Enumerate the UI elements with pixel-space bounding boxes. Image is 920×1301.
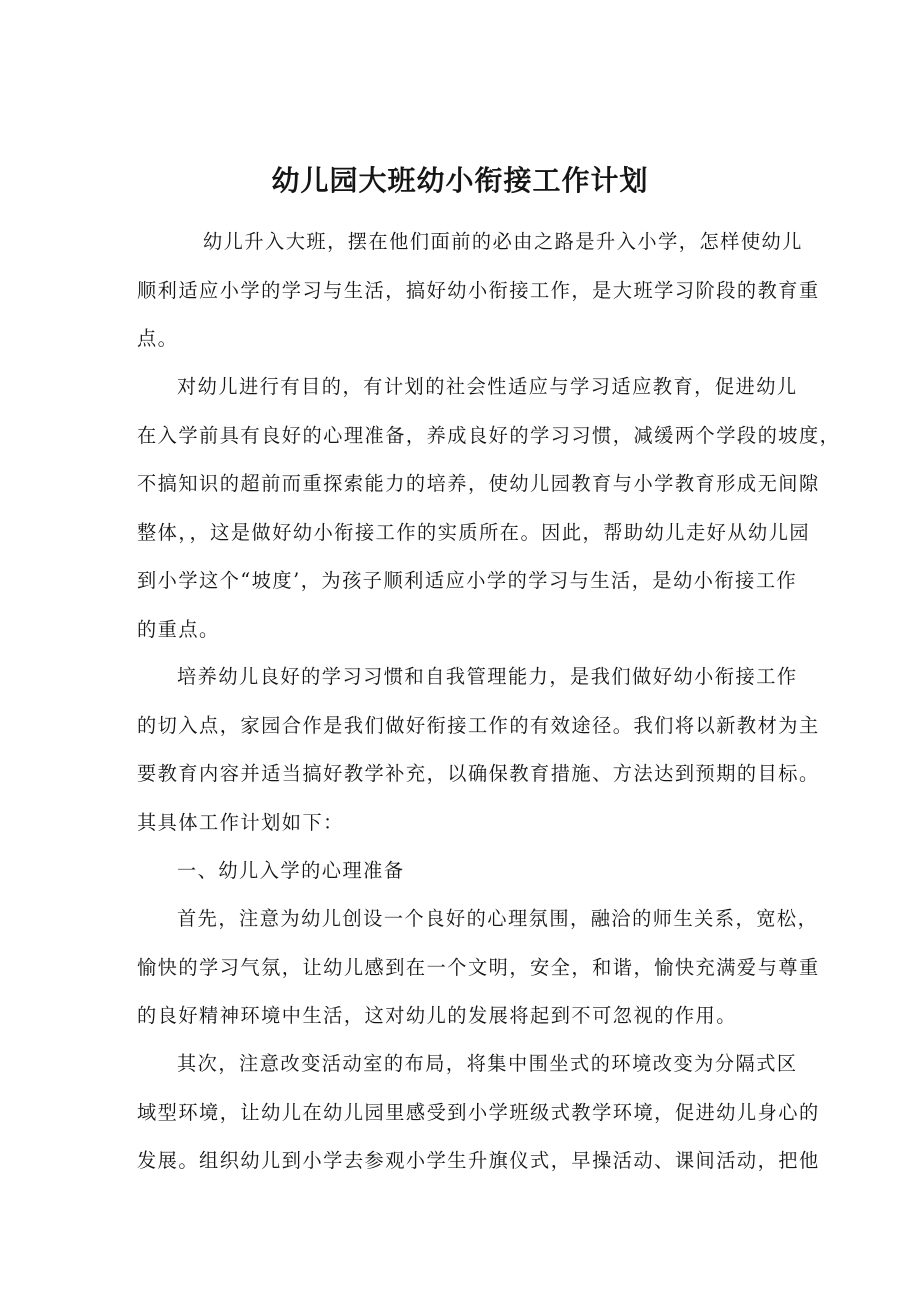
document-title: 幼儿园大班幼小衔接工作计划 — [271, 163, 649, 197]
section-heading — [137, 847, 804, 896]
paragraph-line: 对幼儿进行有目的，有计划的社会性适应与学习适应教育，促进幼儿 — [177, 375, 798, 399]
paragraph-line: 到小学这个“坡度’，为孩子顺利适应小学的学习与生活，是幼小衔接工作 — [137, 569, 798, 593]
paragraph-line: 的重点。 — [137, 617, 220, 641]
section-heading-line: 一、幼儿入学的心理准备 — [177, 859, 405, 883]
paragraph-goal — [137, 363, 841, 654]
paragraph-line: 整体，，这是做好幼小衔接工作的实质所在。因此，帮助幼儿走好从幼儿园 — [137, 520, 811, 544]
paragraph-line: 培养幼儿良好的学习习惯和自我管理能力，是我们做好幼小衔接工作 — [177, 665, 798, 689]
paragraph-line: 域型环境，让幼儿在幼儿园里感受到小学班级式教学环境，促进幼儿身心的 — [137, 1100, 820, 1124]
paragraph-line: 顺利适应小学的学习与生活，搞好幼小衔接工作，是大班学习阶段的教育重 — [137, 278, 820, 302]
paragraph-line: 点。 — [137, 327, 179, 351]
paragraph-line: 首先，注意为幼儿创设一个良好的心理氛围，融洽的师生关系，宽松， — [177, 907, 819, 931]
paragraph-first — [137, 895, 820, 1041]
paragraph-intro — [137, 218, 820, 364]
paragraph-line: 愉快的学习气氛，让幼儿感到在一个文明，安全，和谐，愉快充满爱与尊重 — [137, 955, 820, 979]
paragraph-line: 其次，注意改变活动室的布局，将集中围坐式的环境改变为分隔式区 — [177, 1052, 798, 1076]
paragraph-method — [137, 653, 820, 847]
paragraph-line: 的切入点，家园合作是我们做好衔接工作的有效途径。我们将以新教材为主 — [137, 713, 820, 737]
paragraph-line: 发展。组织幼儿到小学去参观小学生升旗仪式，早操活动、课间活动，把他 — [137, 1149, 820, 1173]
paragraph-line: 的良好精神环境中生活，这对幼儿的发展将起到不可忽视的作用。 — [137, 1004, 737, 1028]
paragraph-second — [137, 1040, 820, 1186]
paragraph-line: 不搞知识的超前而重探索能力的培养，使幼儿园教育与小学教育形成无间隙 — [137, 472, 820, 496]
paragraph-line: 幼儿升入大班，摆在他们面前的必由之路是升入小学，怎样使幼儿 — [203, 230, 803, 254]
paragraph-line: 其具体工作计划如下： — [137, 810, 344, 834]
paragraph-line: 在入学前具有良好的心理准备，养成良好的学习习惯，减缓两个学段的坡度， — [137, 423, 841, 447]
paragraph-line: 要教育内容并适当搞好教学补充，以确保教育措施、方法达到预期的目标。 — [137, 762, 820, 786]
